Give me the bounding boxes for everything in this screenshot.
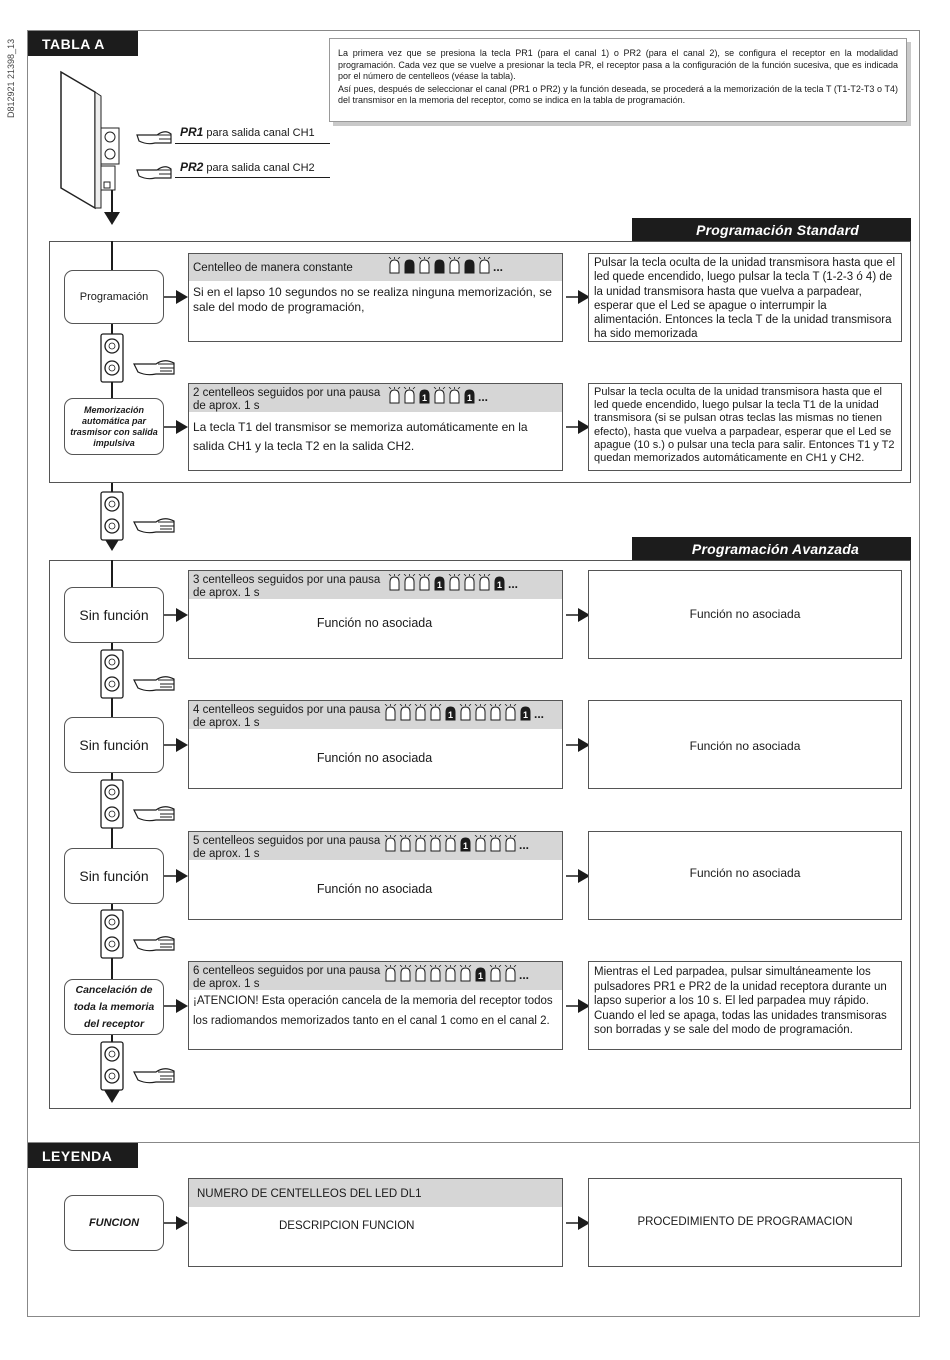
led-on-icon: [384, 704, 397, 721]
pr-button-press-icon: [98, 1040, 188, 1092]
flow-line: [111, 241, 113, 271]
blink-count-text: 5 centelleos seguidos por una pausa de aprox. 1 s: [193, 835, 381, 860]
legend-blink-box: [188, 1178, 563, 1267]
led-on-icon: [504, 965, 517, 982]
blink-description-box: [188, 253, 563, 342]
right-arrow-icon: [566, 420, 590, 434]
right-arrow-icon: [164, 1216, 188, 1230]
function-label: Memorización automática par trasmisor con salida impulsiva: [70, 404, 158, 448]
right-arrow-icon: [164, 869, 188, 883]
led-on-icon: [448, 387, 461, 404]
led-on-icon: [429, 704, 442, 721]
led-off-icon: [403, 257, 416, 274]
legend-procedure-box: PROCEDIMIENTO DE PROGRAMACION: [588, 1178, 902, 1267]
right-arrow-icon: [566, 290, 590, 304]
led-on-icon: [388, 387, 401, 404]
led-pause-icon: [444, 704, 457, 721]
down-arrow-icon: [104, 212, 120, 226]
section-title-avanzada: Programación Avanzada: [632, 537, 911, 561]
pr1-label: [180, 125, 315, 139]
pr2-text: para salida canal CH2: [206, 162, 315, 174]
right-arrow-icon: [566, 738, 590, 752]
svg-text:1: 1: [436, 580, 443, 590]
tabla-title: TABLA A: [28, 31, 138, 56]
function-box-cancelacion: [64, 979, 164, 1035]
blink-description-box: [188, 383, 563, 471]
svg-text:1: 1: [462, 841, 469, 851]
function-description: Función no asociada: [316, 751, 433, 765]
procedure-box: Pulsar la tecla oculta de la unidad transmisora hasta que el led quede encendido, luego pulsar la tecla T (1-2-3 ó 4) de la unidad transmisora hasta que vuelva a parpadear, esperar que el Led se apague o interrumpir la alimentación. Entonces la tecla T de la unidad transmisora ha sido memorizada: [588, 253, 902, 342]
led-blink-strip: [388, 256, 503, 274]
legend-function-box: [64, 1195, 164, 1251]
led-on-icon: [429, 965, 442, 982]
led-on-icon: [474, 835, 487, 852]
pr2-label: [180, 160, 315, 174]
led-on-icon: [388, 257, 401, 274]
right-arrow-icon: [566, 1216, 590, 1230]
legend-blink-text: NUMERO DE CENTELLEOS DEL LED DL1: [197, 1188, 422, 1200]
pr2-key: PR2: [180, 160, 204, 174]
right-arrow-icon: [164, 608, 188, 622]
function-label: Cancelación de toda la memoria del receptor: [73, 983, 155, 1030]
led-blink-strip: [388, 573, 518, 591]
led-on-icon: [414, 704, 427, 721]
function-label: Sin función: [79, 607, 149, 623]
right-arrow-icon: [164, 290, 188, 304]
function-box-sin-funcion: [64, 848, 164, 904]
led-on-icon: [433, 387, 446, 404]
pr1-key: PR1: [180, 125, 204, 139]
intro-paragraph-1: La primera vez que se presiona la tecla PR1 (para el canal 1) o PR2 (para el canal 2), se configura el receptor en la modalidad programación. Cada vez que se vuelve a presionar la tecla PR, el receptor pasa a la configuración de la función sucesiva, que es indicada por el número de centelleos (véase la tabla).: [338, 48, 898, 82]
led-on-icon: [489, 704, 502, 721]
led-on-icon: [384, 835, 397, 852]
led-on-icon: [418, 257, 431, 274]
procedure-box: Función no asociada: [588, 570, 902, 659]
right-arrow-icon: [164, 420, 188, 434]
blink-count-text: Centelleo de manera constante: [193, 262, 353, 274]
right-arrow-icon: [164, 999, 188, 1013]
svg-text:1: 1: [421, 393, 428, 403]
procedure-box: Mientras el Led parpadea, pulsar simultáneamente los pulsadores PR1 e PR2 de la unidad receptora durante un lapso superior a los 10 s. El led parpadea muy rápido. Cuando el led se apaga, todas las unidades transmisoras son borradas y se sale del modo de programación.: [588, 961, 902, 1050]
led-blink-strip: [384, 703, 544, 721]
svg-text:1: 1: [477, 971, 484, 981]
led-blink-strip: [388, 386, 488, 404]
led-on-icon: [448, 574, 461, 591]
down-arrow-icon: [104, 1090, 120, 1104]
led-continuation-dots: ...: [519, 838, 530, 852]
function-description: Función no asociada: [316, 882, 433, 896]
function-box-programacion: [64, 270, 164, 324]
right-arrow-icon: [566, 608, 590, 622]
led-on-icon: [448, 257, 461, 274]
section-title-standard: Programación Standard: [632, 218, 911, 242]
flow-line: [111, 560, 113, 588]
pr2-underline: [175, 177, 330, 178]
function-box-memorizacion: [64, 398, 164, 455]
pr1-underline: [175, 143, 330, 144]
pr-button-press-icon: [98, 332, 188, 384]
pr-button-press-icon: [98, 648, 188, 700]
function-description: Si en el lapso 10 segundos no se realiza ninguna memorización, se sale del modo de programación,: [193, 285, 552, 314]
led-on-icon: [418, 574, 431, 591]
led-off-icon: [463, 257, 476, 274]
led-on-icon: [399, 965, 412, 982]
legend-divider: [27, 1142, 920, 1143]
led-pause-icon: [519, 704, 532, 721]
pointing-hand-icon: [135, 160, 175, 182]
led-on-icon: [429, 835, 442, 852]
led-on-icon: [388, 574, 401, 591]
led-blink-strip: [384, 834, 529, 852]
led-continuation-dots: ...: [534, 707, 545, 721]
svg-text:1: 1: [447, 710, 454, 720]
led-on-icon: [399, 835, 412, 852]
pointing-hand-icon: [135, 125, 175, 147]
blink-count-text: 4 centelleos seguidos por una pausa de aprox. 1 s: [193, 704, 381, 729]
legend-description: DESCRIPCION FUNCION: [279, 1220, 415, 1232]
led-continuation-dots: ...: [493, 260, 504, 274]
procedure-box: Pulsar la tecla oculta de la unidad transmisora hasta que el led quede encendido, luego pulsar la tecla T1 de la unidad transmisora (si se pulsan otras teclas las mismas no tienen efecto), hasta que vuelva a parpadear, esperar que el Led se apague (10 s.) o pulsar una tecla para salir. Entonces T1 y T2 quedan memorizados automáticamente en CH1 y CH2.: [588, 383, 902, 471]
right-arrow-icon: [566, 999, 590, 1013]
svg-text:1: 1: [466, 393, 473, 403]
led-on-icon: [478, 574, 491, 591]
function-description: La tecla T1 del transmisor se memoriza automáticamente en la salida CH1 y la tecla T2 en la salida CH2.: [193, 420, 528, 453]
right-arrow-icon: [164, 738, 188, 752]
led-on-icon: [504, 835, 517, 852]
led-on-icon: [414, 835, 427, 852]
led-on-icon: [474, 704, 487, 721]
function-description: Función no asociada: [316, 616, 433, 630]
legend-title: LEYENDA: [28, 1143, 138, 1168]
led-pause-icon: [463, 387, 476, 404]
svg-text:1: 1: [496, 580, 503, 590]
blink-count-text: 6 centelleos seguidos por una pausa de aprox. 1 s: [193, 965, 381, 990]
pr-button-press-icon: [98, 908, 188, 960]
pr1-text: para salida canal CH1: [206, 127, 315, 139]
intro-paragraph-2: Así pues, después de seleccionar el canal (PR1 o PR2) y la función deseada, se procederá a la memorización de la tecla T (T1-T2-T3 o T4) del transmisor en la memoria del receptor, como se indica en la tabla de programación.: [338, 83, 898, 106]
blink-count-text: 2 centelleos seguidos por una pausa de aprox. 1 s: [193, 387, 381, 412]
intro-box: [329, 38, 907, 122]
led-pause-icon: [493, 574, 506, 591]
led-on-icon: [504, 704, 517, 721]
pr-button-press-icon: [98, 778, 188, 830]
led-continuation-dots: ...: [508, 577, 519, 591]
led-on-icon: [444, 835, 457, 852]
function-label: Sin función: [79, 737, 149, 753]
receiver-board-illustration: [55, 70, 125, 210]
led-on-icon: [444, 965, 457, 982]
led-on-icon: [459, 965, 472, 982]
led-on-icon: [489, 835, 502, 852]
legend-function-label: FUNCION: [88, 1217, 140, 1229]
function-box-sin-funcion: [64, 717, 164, 773]
led-on-icon: [399, 704, 412, 721]
led-continuation-dots: ...: [519, 968, 530, 982]
pr-button-press-icon: [98, 490, 188, 542]
led-on-icon: [489, 965, 502, 982]
led-pause-icon: [418, 387, 431, 404]
led-on-icon: [384, 965, 397, 982]
led-pause-icon: [433, 574, 446, 591]
led-pause-icon: [474, 965, 487, 982]
blink-count-text: 3 centelleos seguidos por una pausa de aprox. 1 s: [193, 574, 381, 599]
function-label: Programación: [79, 291, 149, 303]
function-box-sin-funcion: [64, 587, 164, 643]
function-label: Sin función: [79, 868, 149, 884]
led-on-icon: [478, 257, 491, 274]
procedure-box: Función no asociada: [588, 700, 902, 789]
led-blink-strip: [384, 964, 529, 982]
led-off-icon: [433, 257, 446, 274]
led-on-icon: [403, 574, 416, 591]
procedure-box: Función no asociada: [588, 831, 902, 920]
led-continuation-dots: ...: [478, 390, 489, 404]
led-on-icon: [463, 574, 476, 591]
led-on-icon: [459, 704, 472, 721]
led-on-icon: [403, 387, 416, 404]
function-description: ¡ATENCION! Esta operación cancela de la memoria del receptor todos los radiomandos memorizados tanto en el canal 1 como en el canal 2.: [193, 995, 553, 1027]
svg-text:1: 1: [522, 710, 529, 720]
led-pause-icon: [459, 835, 472, 852]
led-on-icon: [414, 965, 427, 982]
document-code: D812921 21398_13: [6, 38, 16, 118]
right-arrow-icon: [566, 869, 590, 883]
